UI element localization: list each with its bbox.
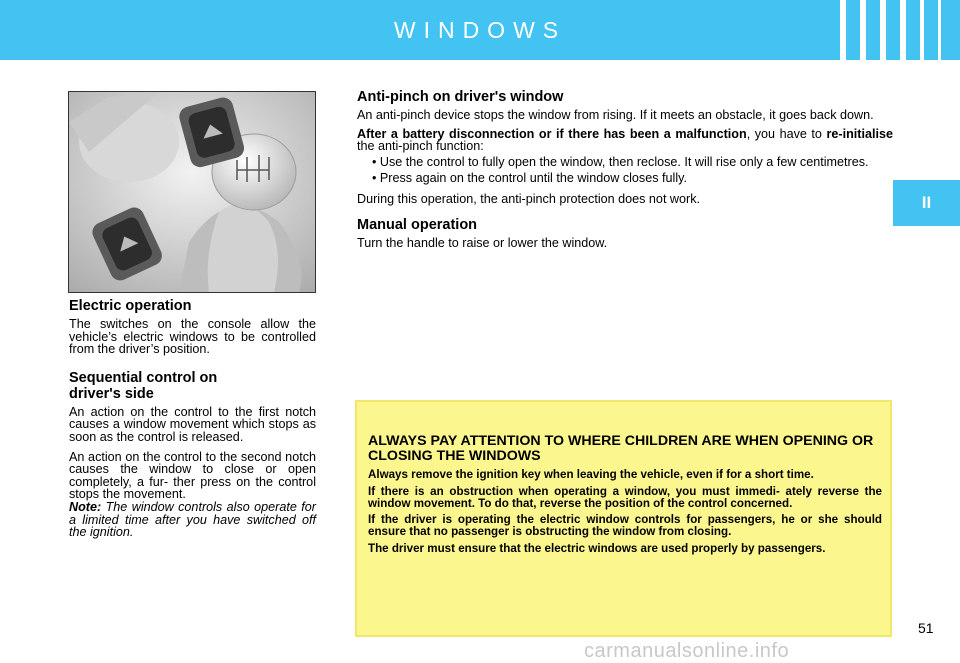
console-photo [68,91,316,293]
sequential-text-2: An action on the control to the second notch causes the window to close or open completely, a fur- ther press on the control stops the movement. [69,449,316,502]
function-text: the anti-pinch function: [357,139,484,154]
note-label: Note: [69,499,102,514]
left-column [69,298,316,539]
sequential-text-1: An action on the control to the first notch causes a window movement which stops as soon as the control is released. [69,404,316,444]
electric-operation-heading: Electric operation [69,298,192,314]
warning-item: Always remove the ignition key when leaving the vehicle, even if for a short time. [368,468,814,481]
warning-item: The driver must ensure that the electric windows are used properly by passengers. [368,541,826,555]
warning-box [355,400,892,637]
anti-pinch-steps [357,156,893,185]
reinitialise-text: re-initialise [826,126,893,141]
page-number: 51 [918,620,934,636]
chapter-tab: II [893,180,960,226]
have-to-text: , you have to [746,126,827,141]
header-stripes [830,0,960,60]
warning-item: If there is an obstruction when operating a window, you must immedi- ately reverse the window movement. To do that, reverse the position of the control concerned. [368,484,882,510]
step-item: • Use the control to fully open the window, then reclose. It will rise only a few centimetres. [372,154,869,169]
right-column [357,89,893,255]
manual-operation-text: Turn the handle to raise or lower the window. [357,235,608,250]
watermark: carmanualsonline.info [584,640,790,662]
note-text: The window controls also operate for a limited time after you have switched off the ignition. [69,499,316,540]
warning-item: If the driver is operating the electric window controls for passengers, he or she should ensure that no passenger is obstructing the window from closing. [368,513,882,539]
manual-operation-heading: Manual operation [357,216,478,233]
step-item: • Press again on the control until the window closes fully. [372,171,687,186]
page-title: WINDOWS [393,17,567,43]
anti-pinch-text-2 [357,128,893,153]
anti-pinch-heading: Anti-pinch on driver's window [357,89,564,105]
anti-pinch-text-3: During this operation, the anti-pinch protection does not work. [357,191,701,206]
electric-operation-text: The switches on the console allow the vehicle’s electric windows to be controlled from the driver’s position. [69,317,316,357]
page-header [0,0,960,60]
anti-pinch-text-1: An anti-pinch device stops the window from rising. If it meets an obstacle, it goes back down. [357,108,874,122]
warning-heading: ALWAYS PAY ATTENTION TO WHERE CHILDREN ARE WHEN OPENING OR CLOSING THE WINDOWS [368,433,874,464]
note [69,501,316,539]
sequential-control-heading: Sequential control on driver's side [69,369,218,402]
battery-disconnection-text: After a battery disconnection or if there has been a malfunction [357,126,747,141]
